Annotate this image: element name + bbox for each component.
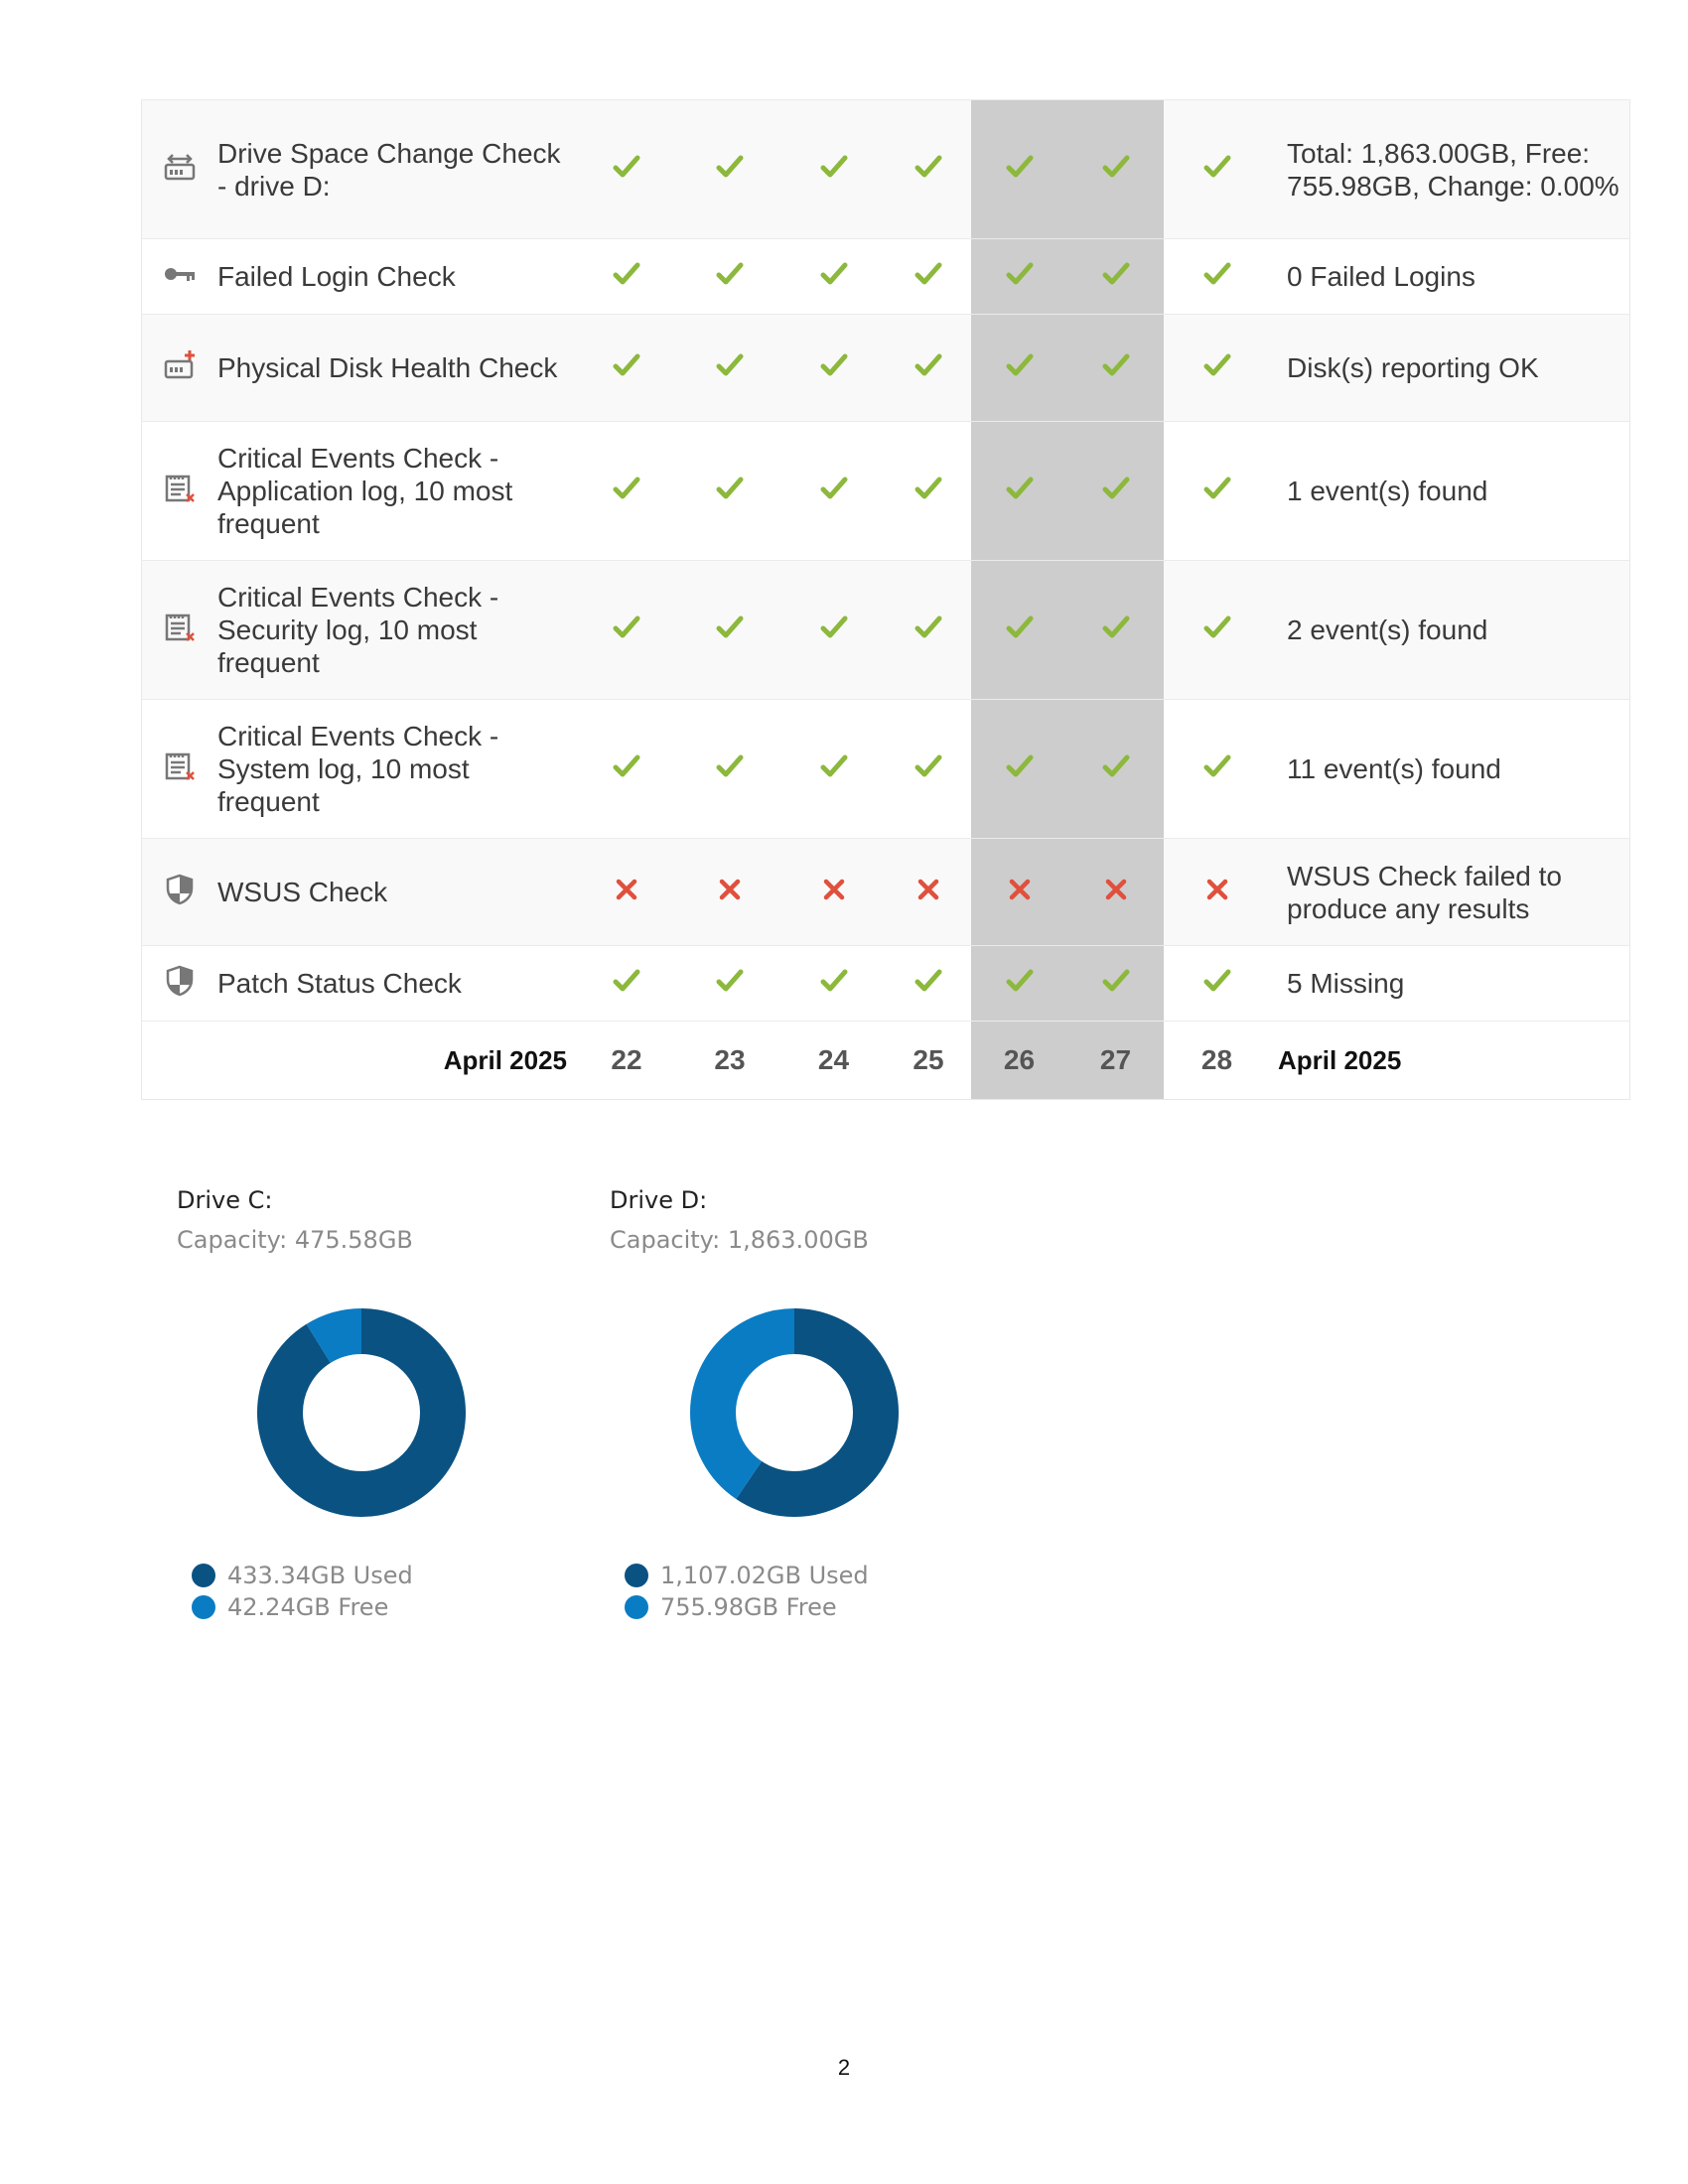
cross-icon [715, 891, 745, 908]
check-row [142, 839, 1630, 946]
drive-c-panel [177, 1186, 534, 1623]
check-icon [914, 490, 943, 507]
footer-day: 27 [1067, 1022, 1164, 1100]
used-swatch [192, 1564, 215, 1587]
drive-c-donut-chart [177, 1294, 475, 1532]
status-cell [678, 561, 781, 700]
check-icon [1005, 367, 1035, 384]
drive-change-icon [163, 171, 197, 188]
check-icon [914, 367, 943, 384]
drive-capacity: Capacity: 475.58GB [177, 1226, 413, 1254]
check-icon [1101, 276, 1131, 293]
check-icon [612, 768, 641, 785]
shield-icon [163, 985, 197, 1002]
status-cell [1164, 239, 1270, 315]
free-swatch [625, 1595, 648, 1619]
status-cell [1067, 422, 1164, 561]
footer-month-right: April 2025 [1270, 1022, 1630, 1100]
status-cell [1164, 315, 1270, 422]
status-cell [971, 100, 1067, 239]
cross-icon [819, 891, 849, 908]
status-cell [781, 315, 886, 422]
event-log-icon [163, 492, 197, 509]
status-cell [781, 561, 886, 700]
used-label: 433.34GB Used [227, 1562, 413, 1589]
status-cell [678, 946, 781, 1022]
check-icon [612, 983, 641, 1000]
status-cell [781, 700, 886, 839]
check-icon [1101, 983, 1131, 1000]
status-cell [678, 700, 781, 839]
check-icon [1005, 276, 1035, 293]
cross-icon [1101, 891, 1131, 908]
status-cell [678, 100, 781, 239]
check-icon [819, 490, 849, 507]
checks-table [141, 99, 1630, 1100]
status-cell [971, 561, 1067, 700]
check-row [142, 422, 1630, 561]
status-cell [1164, 946, 1270, 1022]
status-cell [678, 839, 781, 946]
check-icon [612, 169, 641, 186]
check-icon [1202, 983, 1232, 1000]
status-cell [575, 700, 678, 839]
footer-day: 26 [971, 1022, 1067, 1100]
check-icon [914, 768, 943, 785]
footer-month-left: April 2025 [217, 1022, 575, 1100]
status-cell [575, 839, 678, 946]
drive-capacity: Capacity: 1,863.00GB [610, 1226, 869, 1254]
status-cell [1164, 422, 1270, 561]
status-cell [575, 315, 678, 422]
check-icon [1101, 629, 1131, 646]
check-icon [1202, 768, 1232, 785]
status-cell [781, 422, 886, 561]
status-cell [1067, 839, 1164, 946]
footer-day: 22 [575, 1022, 678, 1100]
check-name: Patch Status Check [217, 946, 575, 1022]
footer-day: 28 [1164, 1022, 1270, 1100]
check-name: Critical Events Check - System log, 10 most frequent [217, 700, 575, 839]
check-icon [1005, 169, 1035, 186]
check-name: Failed Login Check [217, 239, 575, 315]
check-icon [1202, 367, 1232, 384]
key-icon [163, 278, 197, 295]
used-swatch [625, 1564, 648, 1587]
status-cell [971, 839, 1067, 946]
check-icon [612, 490, 641, 507]
check-icon [715, 768, 745, 785]
check-icon [914, 983, 943, 1000]
check-icon [715, 629, 745, 646]
check-icon [1101, 169, 1131, 186]
drive-title: Drive D: [610, 1186, 708, 1214]
check-icon [914, 276, 943, 293]
check-result: 2 event(s) found [1270, 561, 1630, 700]
status-cell [1067, 946, 1164, 1022]
check-icon [1202, 490, 1232, 507]
check-icon [819, 276, 849, 293]
cross-icon [612, 891, 641, 908]
check-icon [1101, 367, 1131, 384]
status-cell [781, 239, 886, 315]
check-icon [819, 629, 849, 646]
status-cell [781, 946, 886, 1022]
check-icon [1202, 276, 1232, 293]
check-name: Critical Events Check - Application log, 10 most frequent [217, 422, 575, 561]
status-cell [971, 700, 1067, 839]
status-cell [678, 422, 781, 561]
status-cell [575, 561, 678, 700]
status-cell [678, 239, 781, 315]
legend-free [192, 1591, 534, 1623]
check-name: Critical Events Check - Security log, 10 most frequent [217, 561, 575, 700]
footer-day: 24 [781, 1022, 886, 1100]
check-row [142, 239, 1630, 315]
check-row [142, 100, 1630, 239]
check-name: Physical Disk Health Check [217, 315, 575, 422]
check-row [142, 561, 1630, 700]
free-label: 755.98GB Free [660, 1593, 837, 1621]
used-label: 1,107.02GB Used [660, 1562, 869, 1589]
status-cell [1164, 100, 1270, 239]
check-name: Drive Space Change Check - drive D: [217, 100, 575, 239]
status-cell [886, 839, 971, 946]
check-row [142, 315, 1630, 422]
check-icon [715, 367, 745, 384]
check-icon [1005, 629, 1035, 646]
check-icon [1101, 490, 1131, 507]
check-icon [819, 768, 849, 785]
status-cell [886, 239, 971, 315]
free-swatch [192, 1595, 215, 1619]
event-log-icon [163, 770, 197, 787]
status-cell [575, 239, 678, 315]
status-cell [1067, 561, 1164, 700]
check-result: Disk(s) reporting OK [1270, 315, 1630, 422]
status-cell [678, 315, 781, 422]
status-cell [1164, 700, 1270, 839]
check-icon [715, 983, 745, 1000]
check-icon [1202, 169, 1232, 186]
check-result: 11 event(s) found [1270, 700, 1630, 839]
check-row [142, 946, 1630, 1022]
check-row [142, 700, 1630, 839]
legend-used [625, 1560, 967, 1591]
drive-title: Drive C: [177, 1186, 273, 1214]
check-result: 5 Missing [1270, 946, 1630, 1022]
status-cell [575, 100, 678, 239]
legend-used [192, 1560, 534, 1591]
status-cell [971, 239, 1067, 315]
date-footer-row [142, 1022, 1630, 1100]
check-result: Total: 1,863.00GB, Free: 755.98GB, Change: 0.00% [1270, 100, 1630, 239]
drive-c-legend [192, 1560, 534, 1623]
status-cell [971, 422, 1067, 561]
cross-icon [1005, 891, 1035, 908]
legend-free [625, 1591, 967, 1623]
status-cell [886, 561, 971, 700]
status-cell [886, 946, 971, 1022]
status-cell [1164, 561, 1270, 700]
check-icon [715, 276, 745, 293]
check-name: WSUS Check [217, 839, 575, 946]
check-icon [612, 629, 641, 646]
status-cell [1067, 239, 1164, 315]
check-icon [715, 169, 745, 186]
cross-icon [914, 891, 943, 908]
check-icon [819, 367, 849, 384]
status-cell [971, 315, 1067, 422]
drive-d-panel [610, 1186, 967, 1623]
status-cell [1164, 839, 1270, 946]
event-log-icon [163, 631, 197, 648]
status-cell [781, 839, 886, 946]
cross-icon [1202, 891, 1232, 908]
status-cell [886, 315, 971, 422]
check-icon [1202, 629, 1232, 646]
status-cell [1067, 100, 1164, 239]
status-cell [575, 946, 678, 1022]
status-cell [971, 946, 1067, 1022]
disk-health-icon [163, 369, 197, 386]
check-icon [819, 169, 849, 186]
free-label: 42.24GB Free [227, 1593, 389, 1621]
check-result: 1 event(s) found [1270, 422, 1630, 561]
check-icon [914, 629, 943, 646]
status-cell [886, 100, 971, 239]
footer-day: 25 [886, 1022, 971, 1100]
status-cell [1067, 315, 1164, 422]
check-icon [1101, 768, 1131, 785]
check-result: WSUS Check failed to produce any results [1270, 839, 1630, 946]
status-cell [781, 100, 886, 239]
check-icon [914, 169, 943, 186]
status-cell [886, 700, 971, 839]
status-cell [886, 422, 971, 561]
status-cell [1067, 700, 1164, 839]
drive-d-donut-chart [610, 1294, 908, 1532]
check-icon [715, 490, 745, 507]
check-icon [819, 983, 849, 1000]
drive-d-legend [625, 1560, 967, 1623]
status-cell [575, 422, 678, 561]
check-icon [612, 367, 641, 384]
footer-day: 23 [678, 1022, 781, 1100]
check-icon [1005, 768, 1035, 785]
page-number: 2 [837, 2055, 851, 2080]
check-result: 0 Failed Logins [1270, 239, 1630, 315]
drive-c-used-slice [280, 1331, 443, 1494]
shield-icon [163, 893, 197, 910]
check-icon [1005, 983, 1035, 1000]
check-icon [1005, 490, 1035, 507]
check-icon [612, 276, 641, 293]
